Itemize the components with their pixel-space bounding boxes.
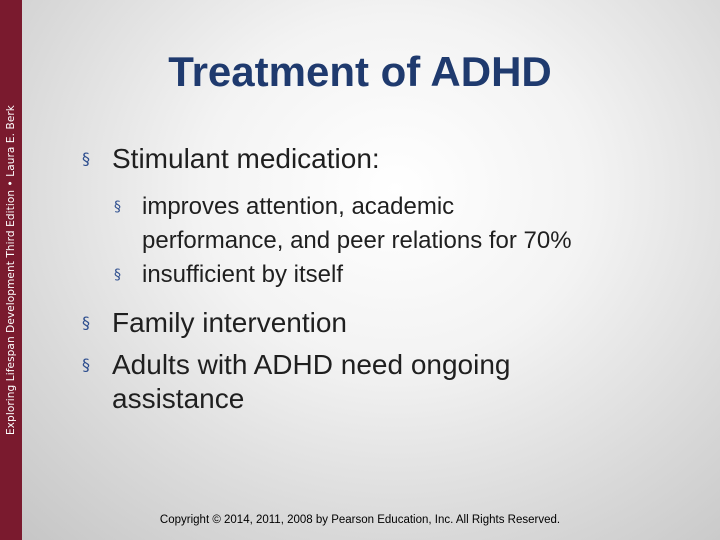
square-bullet-icon: §: [82, 313, 90, 332]
bullet-item-adults: [82, 348, 622, 416]
slide-title: Treatment of ADHD: [168, 48, 552, 95]
square-bullet-icon: §: [114, 199, 121, 215]
sidebar-band: [0, 0, 22, 540]
sub-bullet-item-improves: [82, 190, 602, 258]
copyright-notice: Copyright © 2014, 2011, 2008 by Pearson Education, Inc. All Rights Reserved.: [159, 514, 561, 526]
bullet-text: improves attention, academic performance, and peer relations for 70%: [142, 193, 572, 254]
bullet-item-stimulant: [82, 142, 622, 176]
square-bullet-icon: §: [82, 355, 90, 374]
bullet-list: [82, 142, 622, 416]
bullet-text: Adults with ADHD need ongoing assistance: [112, 349, 511, 414]
book-citation: Exploring Lifespan Development Third Edition • Laura E. Berk: [5, 105, 17, 435]
square-bullet-icon: §: [114, 267, 121, 283]
bullet-text: Family intervention: [112, 307, 347, 338]
bullet-text: insufficient by itself: [142, 261, 343, 288]
bullet-item-family: [82, 306, 622, 340]
bullet-text: Stimulant medication:: [112, 143, 380, 174]
square-bullet-icon: §: [82, 149, 90, 168]
sub-bullet-item-insufficient: [82, 258, 602, 292]
